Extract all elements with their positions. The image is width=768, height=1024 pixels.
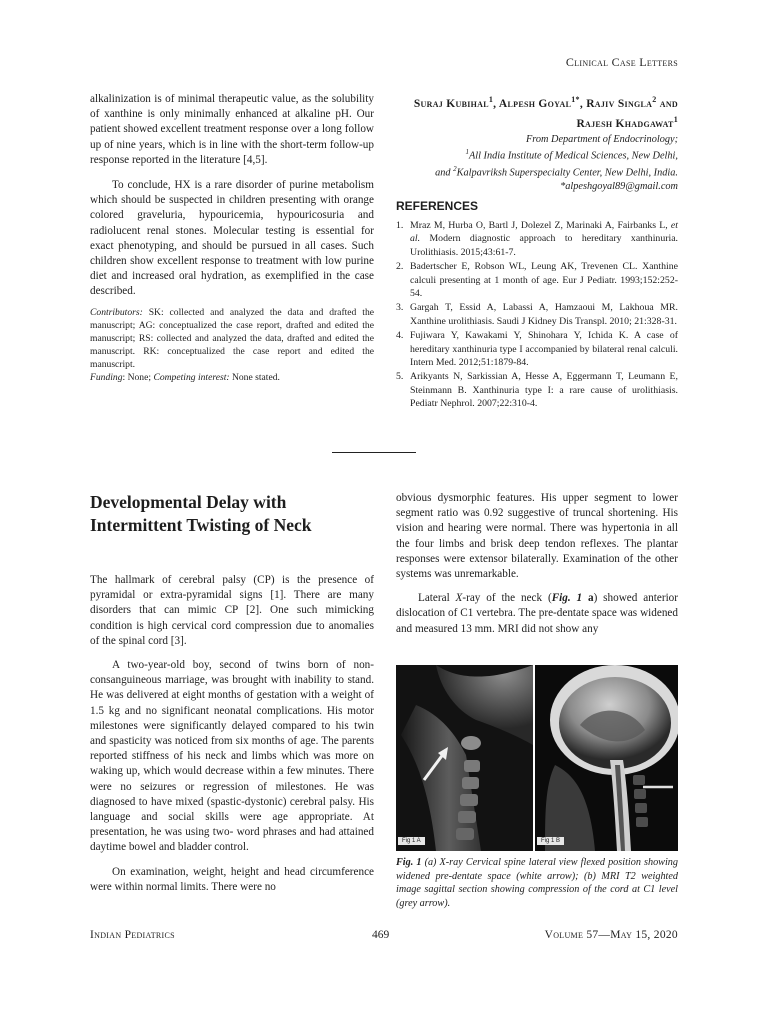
affil-sup: 2 — [453, 165, 457, 174]
corresponding-email: *alpeshgoyal89@gmail.com — [560, 181, 678, 193]
author-name: , Alpesh Goyal — [493, 97, 572, 110]
prev-letter-right-column — [396, 92, 678, 412]
article-right-column — [396, 491, 678, 637]
figure-1a-label: Fig 1 A — [398, 837, 425, 845]
figure-1a-xray-image — [396, 665, 533, 851]
affil-sup: 1 — [465, 148, 469, 157]
footer-journal: Indian Pediatrics — [90, 929, 175, 941]
affiliation-block — [396, 133, 678, 194]
reference-etal: et al. — [410, 219, 678, 245]
reference-number: 2. — [396, 261, 404, 273]
running-header: Clinical Case Letters — [565, 55, 678, 69]
reference-number: 1. — [396, 219, 404, 231]
author-line-2 — [396, 112, 678, 132]
contributors-text: SK: collected and analyzed the data and drafted the manuscript; AG: conceptualized the case report, drafted and edited the manuscript; RS: collected and analyzed the data, drafted and edited the manuscript. RK: conceptualized the case report and edited the manuscript. — [90, 306, 374, 370]
reference-item — [396, 370, 678, 410]
prev-letter-paragraph-1: alkalinization is of minimal therapeutic value, as the solubility of xanthine is only minimally enhanced at alkaline pH. Our patient showed excellent treatment response over a long follow up of nine years, which is in line with the short-term follow-up response reported in the literature [4,5]. — [90, 93, 374, 166]
affil-text: All India Institute of Medical Sciences, New Delhi, — [468, 150, 678, 162]
reference-number: 3. — [396, 302, 404, 314]
funding-note — [90, 371, 374, 384]
reference-item — [396, 329, 678, 369]
caption-figure-number: Fig. 1 — [396, 857, 422, 868]
figure-caption-text — [396, 856, 678, 910]
figure-1-caption — [396, 856, 678, 910]
author-sup: 1 — [488, 95, 494, 104]
prev-letter-left-column — [90, 92, 374, 384]
figure-1b-mri-image — [535, 665, 678, 851]
reference-item — [396, 219, 678, 259]
article-paragraph-2: A two-year-old boy, second of twins born of non-consanguineous marriage, was brought with inability to stand. He was delivered at eight months of gestation with a weight of 1.5 kg and no significant neonatal complications. His motor milestones were significantly delayed compared to his twin and spasticity was noticed from six months of age. The parents reported stiffness of his neck and limbs which was more on waking up, which would decrease within a few minutes. There were no seizures or regression of milestones. He was diagnosed to have mixed (spastic-dystonic) cerebral palsy. His language and social skills were age appropriate. At presentation, he was using two- word phrases and had attained daytime bowel and bladder control. — [90, 659, 374, 854]
author-list — [396, 92, 678, 132]
article-paragraph-4: obvious dysmorphic features. His upper segment to lower segment ratio was 0.92 suggestive of truncal shortening. His vision and hearing were normal. There was hypertonia in all the four limbs and brisk deep tendon reflexes. The plantar responses were extensor bilaterally. Examination of the other systems was unremarkable. — [396, 492, 678, 581]
article-paragraph-1: The hallmark of cerebral palsy (CP) is the presence of pyramidal or extra-pyramidal signs [1]. There are many disorders that can mimic CP [2]. One such mimicking condition is high cervical cord compression due to anomalies of the spinal cord [3]. — [90, 574, 374, 647]
figure-1 — [396, 665, 678, 851]
affiliation-line — [396, 163, 678, 180]
author-sup: 2 — [652, 95, 657, 104]
reference-text: Mraz M, Hurba O, Bartl J, Dolezel Z, Marinaki A, Fairbanks L, — [410, 219, 671, 231]
figure-reference: Fig. 1 — [551, 592, 583, 605]
author-name: Rajesh Khadgawat — [576, 117, 674, 130]
funding-text: : None; — [122, 371, 154, 383]
author-sup: 1 — [673, 114, 678, 124]
references-heading: REFERENCES — [396, 198, 479, 213]
reference-item — [396, 260, 678, 300]
reference-item — [396, 301, 678, 328]
author-conj: and — [656, 97, 678, 110]
xray-illustration — [396, 665, 533, 851]
contributors-note — [90, 306, 374, 371]
competing-text: None stated. — [229, 371, 280, 383]
affiliation-line — [396, 146, 678, 163]
author-sup: 1* — [571, 95, 580, 104]
reference-text: Fujiwara Y, Kawakami Y, Shinohara Y, Ichida K. A case of hereditary xanthinuria type I accompanied by bilateral renal calculi. Intern Med. 2012;51:1879-84. — [410, 330, 678, 368]
article-title-line: Developmental Delay with — [90, 492, 287, 512]
competing-label: Competing interest: — [153, 371, 230, 383]
author-name: Suraj Kubihal — [413, 97, 489, 110]
article-paragraph-5 — [396, 591, 678, 637]
figure-1b-label: Fig 1 B — [537, 837, 564, 845]
reference-number: 5. — [396, 371, 404, 383]
text-run: Lateral — [418, 592, 456, 605]
reference-text: Modern diagnostic approach to hereditary xanthinuria. Urolithiasis. 2015;43:61-7. — [410, 233, 678, 258]
caption-body: (a) X-ray Cervical spine lateral view flexed position showing widened pre-dentate space (white arrow); (b) MRI T2 weighted image sagittal section showing compression of the cord at C1 level (grey arrow). — [396, 857, 678, 909]
references-list — [396, 219, 678, 411]
text-run: -ray of the neck ( — [462, 592, 552, 605]
mri-illustration — [535, 665, 678, 851]
footer-volume: Volume 57—May 15, 2020 — [544, 929, 678, 941]
text-run: X — [455, 592, 463, 605]
figure-reference: a — [587, 592, 594, 605]
article-left-column — [90, 573, 374, 895]
reference-text: Arikyants N, Sarkissian A, Hesse A, Eggermann T, Leumann E, Steinmann B. Xanthinuria type I: a rare cause of urolithiasis. Pediatr Nephrol. 2007;22:310-4. — [410, 371, 678, 410]
text-run: ) showed anterior dislocation of C1 vertebra. The pre-dentate space was widened and measured 13 mm. MRI did not show any — [396, 592, 678, 635]
article-title — [90, 491, 380, 537]
footer-page-number: 469 — [372, 929, 390, 941]
funding-label: Funding — [90, 371, 123, 383]
reference-number: 4. — [396, 330, 404, 342]
article-separator — [332, 452, 416, 453]
prev-letter-paragraph-2: To conclude, HX is a rare disorder of purine metabolism which should be suspected in children presenting with orange colored graveluria, hypouricemia, hypouricosuria and radiolucent renal stones. Molecular testing is essential for exact phenotyping, and should be pursued in all cases. Such children show excellent response to treatment with low purine diet and increased oral hydration, as exemplified in the case described. — [90, 179, 374, 298]
contributors-label: Contributors: — [90, 306, 143, 318]
article-paragraph-3: On examination, weight, height and head circumference were within normal limits. There were no — [90, 865, 374, 893]
affiliation-line: From Department of Endocrinology; — [525, 133, 678, 145]
affil-text: and — [435, 167, 454, 179]
affil-text: Kalpavriksh Superspecialty Center, New Delhi, India. — [456, 167, 678, 179]
reference-text: Badertscher E, Robson WL, Leung AK, Trevenen CL. Xanthine calculi presenting at 1 month of age. Eur J Pediatr. 1993;152:252-54. — [410, 261, 678, 299]
author-name: , Rajiv Singla — [579, 97, 653, 110]
article-title-line: Intermittent Twisting of Neck — [90, 515, 312, 535]
reference-text: Gargah T, Essid A, Labassi A, Hamzaoui M, Lakhoua MR. Xanthine urolithiasis. Saudi J Kidney Dis Transpl. 2010; 21:328-31. — [410, 302, 678, 327]
author-line-1 — [396, 92, 678, 112]
